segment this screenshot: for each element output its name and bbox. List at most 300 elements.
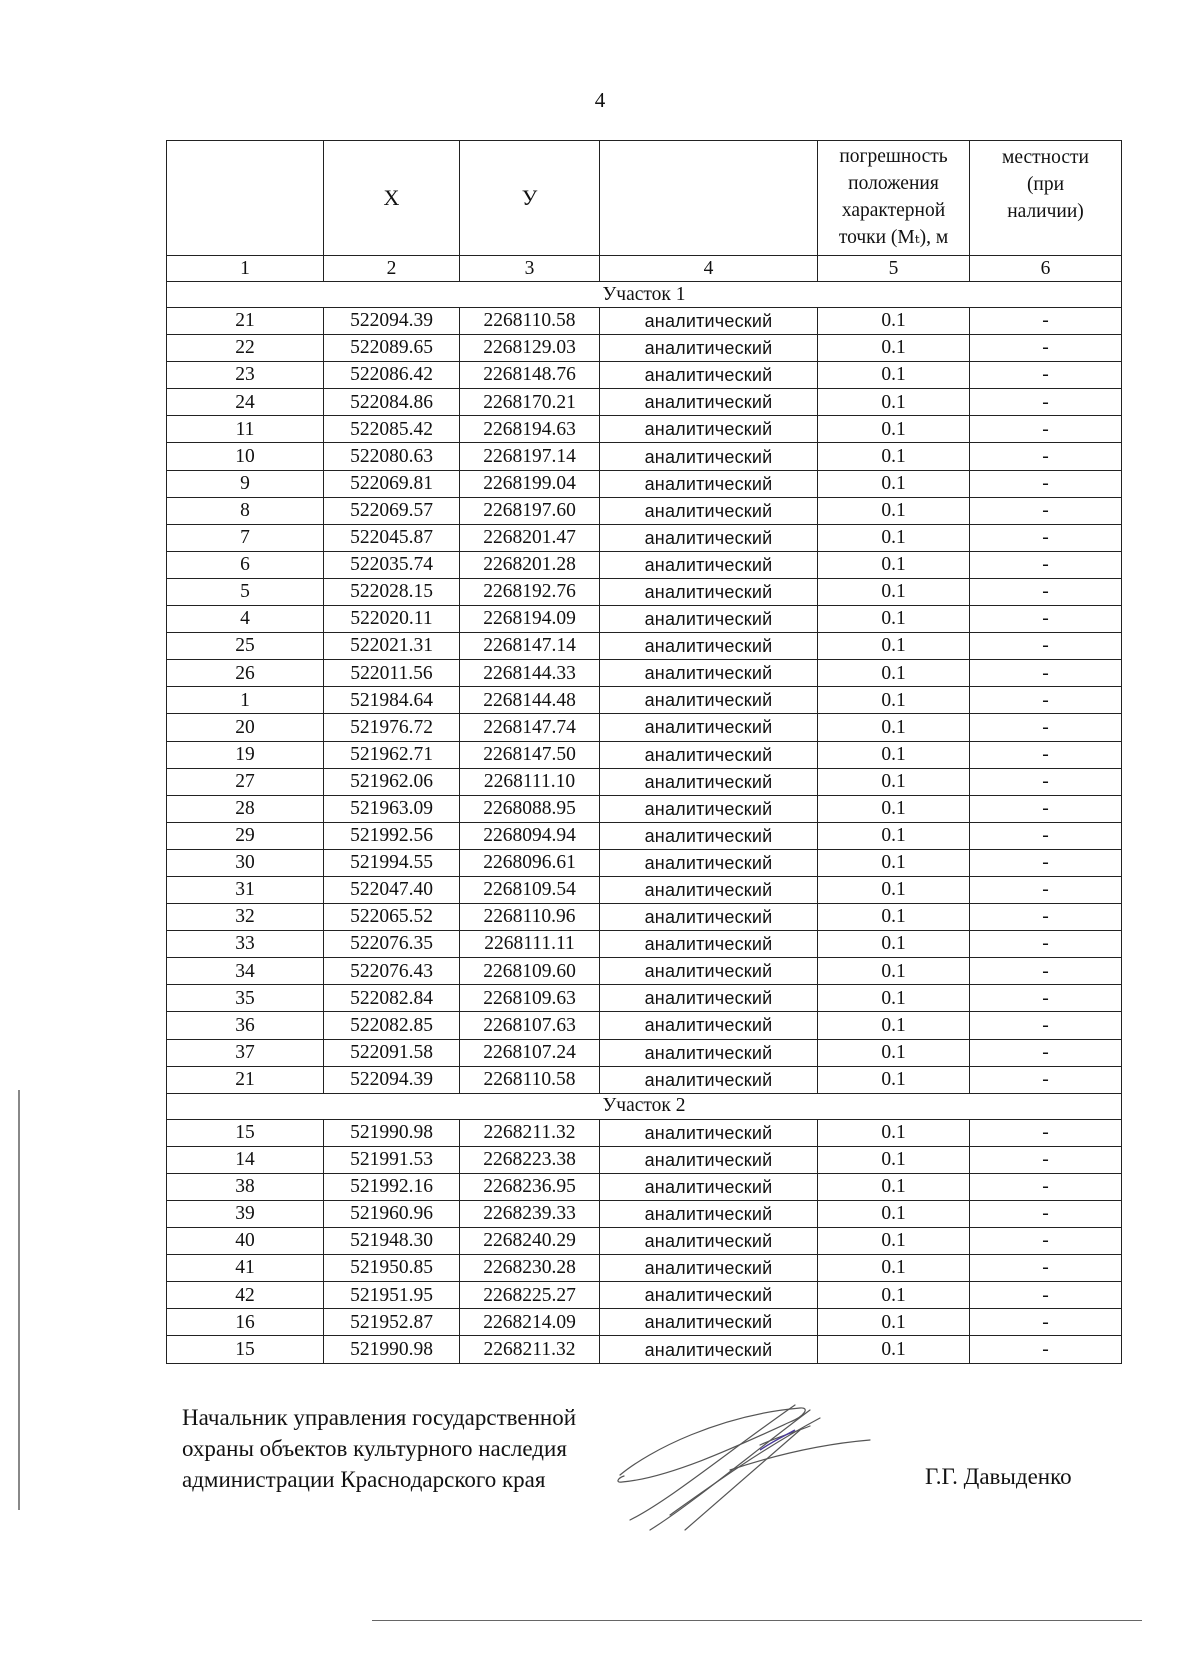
method-cell: аналитический: [600, 633, 818, 660]
header-error-line: погрешность: [839, 146, 948, 168]
x-coordinate: 522020.11: [324, 606, 460, 633]
x-coordinate: 522076.43: [324, 958, 460, 985]
point-number: 20: [167, 714, 324, 741]
coordinates-table: [166, 140, 1122, 1364]
description-cell: -: [970, 1309, 1122, 1336]
page-number: 4: [594, 88, 606, 112]
error-cell: 0.1: [818, 1282, 970, 1309]
method-cell: аналитический: [600, 768, 818, 795]
section-title: Участок 2: [167, 1093, 1122, 1119]
y-coordinate: 2268111.10: [460, 768, 600, 795]
y-coordinate: 2268144.48: [460, 687, 600, 714]
y-coordinate: 2268194.09: [460, 606, 600, 633]
point-number: 26: [167, 660, 324, 687]
y-coordinate: 2268239.33: [460, 1201, 600, 1228]
method-cell: аналитический: [600, 578, 818, 605]
error-cell: 0.1: [818, 1309, 970, 1336]
method-cell: аналитический: [600, 687, 818, 714]
point-number: 9: [167, 470, 324, 497]
x-coordinate: 521962.06: [324, 768, 460, 795]
point-number: 14: [167, 1146, 324, 1173]
y-coordinate: 2268192.76: [460, 578, 600, 605]
table-row: [167, 1309, 1122, 1336]
description-cell: -: [970, 714, 1122, 741]
y-coordinate: 2268230.28: [460, 1255, 600, 1282]
method-cell: аналитический: [600, 1336, 818, 1363]
error-cell: 0.1: [818, 524, 970, 551]
method-cell: аналитический: [600, 822, 818, 849]
description-cell: -: [970, 849, 1122, 876]
error-cell: 0.1: [818, 1201, 970, 1228]
y-coordinate: 2268096.61: [460, 849, 600, 876]
header-y: У: [460, 141, 600, 256]
method-cell: аналитический: [600, 1309, 818, 1336]
table-row: [167, 1173, 1122, 1200]
header-error-line: точки (Mₜ), м: [838, 226, 949, 248]
error-cell: 0.1: [818, 1228, 970, 1255]
column-number: 2: [324, 256, 460, 282]
error-cell: 0.1: [818, 551, 970, 578]
error-cell: 0.1: [818, 606, 970, 633]
description-cell: -: [970, 1282, 1122, 1309]
error-cell: 0.1: [818, 1255, 970, 1282]
x-coordinate: 522011.56: [324, 660, 460, 687]
x-coordinate: 522021.31: [324, 633, 460, 660]
y-coordinate: 2268110.58: [460, 308, 600, 335]
table-row: [167, 931, 1122, 958]
header-terrain: [970, 141, 1122, 256]
point-number: 21: [167, 308, 324, 335]
point-number: 21: [167, 1066, 324, 1093]
table-row: [167, 497, 1122, 524]
y-coordinate: 2268197.14: [460, 443, 600, 470]
header-error-line: характерной: [841, 200, 946, 221]
x-coordinate: 522094.39: [324, 1066, 460, 1093]
y-coordinate: 2268144.33: [460, 660, 600, 687]
point-number: 31: [167, 876, 324, 903]
x-coordinate: 521992.56: [324, 822, 460, 849]
point-number: 36: [167, 1012, 324, 1039]
point-number: 37: [167, 1039, 324, 1066]
description-cell: -: [970, 551, 1122, 578]
point-number: 32: [167, 904, 324, 931]
description-cell: -: [970, 335, 1122, 362]
table-row: [167, 578, 1122, 605]
y-coordinate: 2268211.32: [460, 1336, 600, 1363]
description-cell: -: [970, 985, 1122, 1012]
error-cell: 0.1: [818, 1146, 970, 1173]
table-row: [167, 551, 1122, 578]
x-coordinate: 522080.63: [324, 443, 460, 470]
bottom-rule: [372, 1620, 1142, 1621]
description-cell: -: [970, 308, 1122, 335]
error-cell: 0.1: [818, 958, 970, 985]
point-number: 15: [167, 1119, 324, 1146]
y-coordinate: 2268147.14: [460, 633, 600, 660]
table-row: [167, 660, 1122, 687]
method-cell: аналитический: [600, 416, 818, 443]
header-terrain-line: наличии): [1007, 200, 1084, 222]
column-number: 3: [460, 256, 600, 282]
method-cell: аналитический: [600, 958, 818, 985]
y-coordinate: 2268107.63: [460, 1012, 600, 1039]
method-cell: аналитический: [600, 335, 818, 362]
column-number-row: [167, 256, 1122, 282]
column-number: 1: [167, 256, 324, 282]
method-cell: аналитический: [600, 1201, 818, 1228]
table-row: [167, 714, 1122, 741]
description-cell: -: [970, 1255, 1122, 1282]
error-cell: 0.1: [818, 876, 970, 903]
x-coordinate: 521994.55: [324, 849, 460, 876]
point-number: 35: [167, 985, 324, 1012]
x-coordinate: 522085.42: [324, 416, 460, 443]
y-coordinate: 2268211.32: [460, 1119, 600, 1146]
x-coordinate: 522094.39: [324, 308, 460, 335]
x-coordinate: 521976.72: [324, 714, 460, 741]
table-row: [167, 904, 1122, 931]
signatory-position: [182, 1402, 576, 1495]
table-row: [167, 1201, 1122, 1228]
point-number: 39: [167, 1201, 324, 1228]
point-number: 41: [167, 1255, 324, 1282]
description-cell: -: [970, 1012, 1122, 1039]
x-coordinate: 522047.40: [324, 876, 460, 903]
description-cell: -: [970, 470, 1122, 497]
description-cell: -: [970, 1039, 1122, 1066]
point-number: 6: [167, 551, 324, 578]
error-cell: 0.1: [818, 1066, 970, 1093]
header-terrain-line: (при: [1026, 173, 1065, 195]
error-cell: 0.1: [818, 714, 970, 741]
x-coordinate: 521960.96: [324, 1201, 460, 1228]
column-number: 5: [818, 256, 970, 282]
position-line: администрации Краснодарского края: [182, 1467, 546, 1492]
error-cell: 0.1: [818, 822, 970, 849]
description-cell: -: [970, 524, 1122, 551]
section-row: [167, 282, 1122, 308]
point-number: 27: [167, 768, 324, 795]
header-x: Х: [324, 141, 460, 256]
error-cell: 0.1: [818, 768, 970, 795]
scan-edge-mark: [18, 1090, 20, 1510]
description-cell: -: [970, 958, 1122, 985]
table-row: [167, 1255, 1122, 1282]
y-coordinate: 2268199.04: [460, 470, 600, 497]
method-cell: аналитический: [600, 1119, 818, 1146]
section-row: [167, 1093, 1122, 1119]
method-cell: аналитический: [600, 362, 818, 389]
y-coordinate: 2268201.47: [460, 524, 600, 551]
table-row: [167, 958, 1122, 985]
description-cell: -: [970, 1146, 1122, 1173]
description-cell: -: [970, 578, 1122, 605]
method-cell: аналитический: [600, 876, 818, 903]
table-row: [167, 1228, 1122, 1255]
y-coordinate: 2268170.21: [460, 389, 600, 416]
x-coordinate: 522045.87: [324, 524, 460, 551]
description-cell: -: [970, 795, 1122, 822]
y-coordinate: 2268107.24: [460, 1039, 600, 1066]
method-cell: аналитический: [600, 931, 818, 958]
description-cell: -: [970, 741, 1122, 768]
y-coordinate: 2268109.54: [460, 876, 600, 903]
table-row: [167, 335, 1122, 362]
position-line: охраны объектов культурного наследия: [182, 1436, 567, 1461]
y-coordinate: 2268148.76: [460, 362, 600, 389]
description-cell: -: [970, 389, 1122, 416]
error-cell: 0.1: [818, 985, 970, 1012]
x-coordinate: 521963.09: [324, 795, 460, 822]
table-row: [167, 362, 1122, 389]
description-cell: -: [970, 1201, 1122, 1228]
header-error-line: положения: [848, 173, 939, 195]
point-number: 8: [167, 497, 324, 524]
point-number: 19: [167, 741, 324, 768]
x-coordinate: 522076.35: [324, 931, 460, 958]
error-cell: 0.1: [818, 687, 970, 714]
table-row: [167, 1282, 1122, 1309]
point-number: 24: [167, 389, 324, 416]
y-coordinate: 2268109.63: [460, 985, 600, 1012]
point-number: 30: [167, 849, 324, 876]
x-coordinate: 521952.87: [324, 1309, 460, 1336]
y-coordinate: 2268094.94: [460, 822, 600, 849]
x-coordinate: 522089.65: [324, 335, 460, 362]
error-cell: 0.1: [818, 849, 970, 876]
table-row: [167, 985, 1122, 1012]
x-coordinate: 521984.64: [324, 687, 460, 714]
x-coordinate: 521948.30: [324, 1228, 460, 1255]
point-number: 25: [167, 633, 324, 660]
point-number: 10: [167, 443, 324, 470]
table-row: [167, 470, 1122, 497]
error-cell: 0.1: [818, 362, 970, 389]
point-number: 38: [167, 1173, 324, 1200]
table-row: [167, 308, 1122, 335]
error-cell: 0.1: [818, 578, 970, 605]
method-cell: аналитический: [600, 1228, 818, 1255]
table-row: [167, 416, 1122, 443]
x-coordinate: 521950.85: [324, 1255, 460, 1282]
header-terrain-line: местности: [1002, 147, 1089, 168]
description-cell: -: [970, 606, 1122, 633]
description-cell: -: [970, 876, 1122, 903]
point-number: 11: [167, 416, 324, 443]
error-cell: 0.1: [818, 308, 970, 335]
y-coordinate: 2268110.96: [460, 904, 600, 931]
point-number: 28: [167, 795, 324, 822]
method-cell: аналитический: [600, 795, 818, 822]
point-number: 34: [167, 958, 324, 985]
error-cell: 0.1: [818, 904, 970, 931]
x-coordinate: 521990.98: [324, 1336, 460, 1363]
point-number: 7: [167, 524, 324, 551]
x-coordinate: 522084.86: [324, 389, 460, 416]
description-cell: -: [970, 416, 1122, 443]
description-cell: -: [970, 1119, 1122, 1146]
error-cell: 0.1: [818, 443, 970, 470]
x-coordinate: 521992.16: [324, 1173, 460, 1200]
error-cell: 0.1: [818, 389, 970, 416]
description-cell: -: [970, 768, 1122, 795]
method-cell: аналитический: [600, 1255, 818, 1282]
method-cell: аналитический: [600, 606, 818, 633]
y-coordinate: 2268240.29: [460, 1228, 600, 1255]
table-row: [167, 795, 1122, 822]
method-cell: аналитический: [600, 524, 818, 551]
method-cell: аналитический: [600, 1066, 818, 1093]
error-cell: 0.1: [818, 1119, 970, 1146]
point-number: 15: [167, 1336, 324, 1363]
table-row: [167, 1012, 1122, 1039]
y-coordinate: 2268201.28: [460, 551, 600, 578]
error-cell: 0.1: [818, 335, 970, 362]
point-number: 16: [167, 1309, 324, 1336]
method-cell: аналитический: [600, 389, 818, 416]
y-coordinate: 2268088.95: [460, 795, 600, 822]
description-cell: -: [970, 633, 1122, 660]
error-cell: 0.1: [818, 1012, 970, 1039]
table-row: [167, 687, 1122, 714]
x-coordinate: 522028.15: [324, 578, 460, 605]
section-title: Участок 1: [167, 282, 1122, 308]
table-row: [167, 524, 1122, 551]
method-cell: аналитический: [600, 741, 818, 768]
description-cell: -: [970, 687, 1122, 714]
x-coordinate: 522091.58: [324, 1039, 460, 1066]
error-cell: 0.1: [818, 795, 970, 822]
error-cell: 0.1: [818, 931, 970, 958]
error-cell: 0.1: [818, 1336, 970, 1363]
table-row: [167, 606, 1122, 633]
column-number: 6: [970, 256, 1122, 282]
header-col4: [600, 141, 818, 256]
x-coordinate: 522035.74: [324, 551, 460, 578]
description-cell: -: [970, 931, 1122, 958]
error-cell: 0.1: [818, 1173, 970, 1200]
table-body: [167, 282, 1122, 1364]
x-coordinate: 522086.42: [324, 362, 460, 389]
y-coordinate: 2268197.60: [460, 497, 600, 524]
error-cell: 0.1: [818, 633, 970, 660]
table-row: [167, 443, 1122, 470]
method-cell: аналитический: [600, 308, 818, 335]
table-row: [167, 1066, 1122, 1093]
table-row: [167, 876, 1122, 903]
error-cell: 0.1: [818, 416, 970, 443]
table-row: [167, 741, 1122, 768]
error-cell: 0.1: [818, 470, 970, 497]
y-coordinate: 2268236.95: [460, 1173, 600, 1200]
point-number: 42: [167, 1282, 324, 1309]
table-row: [167, 1336, 1122, 1363]
table-row: [167, 822, 1122, 849]
method-cell: аналитический: [600, 1039, 818, 1066]
table-row: [167, 633, 1122, 660]
point-number: 23: [167, 362, 324, 389]
y-coordinate: 2268194.63: [460, 416, 600, 443]
method-cell: аналитический: [600, 470, 818, 497]
y-coordinate: 2268225.27: [460, 1282, 600, 1309]
signatory-name: Г.Г. Давыденко: [925, 1464, 1072, 1489]
header-col1: [167, 141, 324, 256]
description-cell: -: [970, 660, 1122, 687]
point-number: 1: [167, 687, 324, 714]
method-cell: аналитический: [600, 985, 818, 1012]
x-coordinate: 521951.95: [324, 1282, 460, 1309]
error-cell: 0.1: [818, 660, 970, 687]
method-cell: аналитический: [600, 1173, 818, 1200]
handwritten-signature: [610, 1390, 880, 1540]
method-cell: аналитический: [600, 849, 818, 876]
x-coordinate: 522082.85: [324, 1012, 460, 1039]
error-cell: 0.1: [818, 741, 970, 768]
method-cell: аналитический: [600, 1146, 818, 1173]
x-coordinate: 521990.98: [324, 1119, 460, 1146]
y-coordinate: 2268214.09: [460, 1309, 600, 1336]
description-cell: -: [970, 1336, 1122, 1363]
method-cell: аналитический: [600, 1012, 818, 1039]
description-cell: -: [970, 904, 1122, 931]
x-coordinate: 522069.57: [324, 497, 460, 524]
point-number: 4: [167, 606, 324, 633]
y-coordinate: 2268223.38: [460, 1146, 600, 1173]
method-cell: аналитический: [600, 551, 818, 578]
y-coordinate: 2268129.03: [460, 335, 600, 362]
description-cell: -: [970, 1228, 1122, 1255]
description-cell: -: [970, 443, 1122, 470]
table-row: [167, 1146, 1122, 1173]
point-number: 29: [167, 822, 324, 849]
point-number: 22: [167, 335, 324, 362]
method-cell: аналитический: [600, 1282, 818, 1309]
y-coordinate: 2268111.11: [460, 931, 600, 958]
method-cell: аналитический: [600, 443, 818, 470]
y-coordinate: 2268147.74: [460, 714, 600, 741]
x-coordinate: 521991.53: [324, 1146, 460, 1173]
description-cell: -: [970, 362, 1122, 389]
error-cell: 0.1: [818, 497, 970, 524]
table-row: [167, 389, 1122, 416]
point-number: 5: [167, 578, 324, 605]
header-error: [818, 141, 970, 256]
description-cell: -: [970, 822, 1122, 849]
description-cell: -: [970, 1173, 1122, 1200]
y-coordinate: 2268110.58: [460, 1066, 600, 1093]
x-coordinate: 522065.52: [324, 904, 460, 931]
position-line: Начальник управления государственной: [182, 1405, 577, 1430]
method-cell: аналитический: [600, 660, 818, 687]
method-cell: аналитический: [600, 714, 818, 741]
table-row: [167, 1039, 1122, 1066]
table-row: [167, 849, 1122, 876]
x-coordinate: 521962.71: [324, 741, 460, 768]
y-coordinate: 2268147.50: [460, 741, 600, 768]
x-coordinate: 522069.81: [324, 470, 460, 497]
error-cell: 0.1: [818, 1039, 970, 1066]
point-number: 33: [167, 931, 324, 958]
point-number: 40: [167, 1228, 324, 1255]
method-cell: аналитический: [600, 497, 818, 524]
description-cell: -: [970, 497, 1122, 524]
table-row: [167, 768, 1122, 795]
description-cell: -: [970, 1066, 1122, 1093]
table-row: [167, 1119, 1122, 1146]
y-coordinate: 2268109.60: [460, 958, 600, 985]
x-coordinate: 522082.84: [324, 985, 460, 1012]
table-header-row: [167, 141, 1122, 256]
